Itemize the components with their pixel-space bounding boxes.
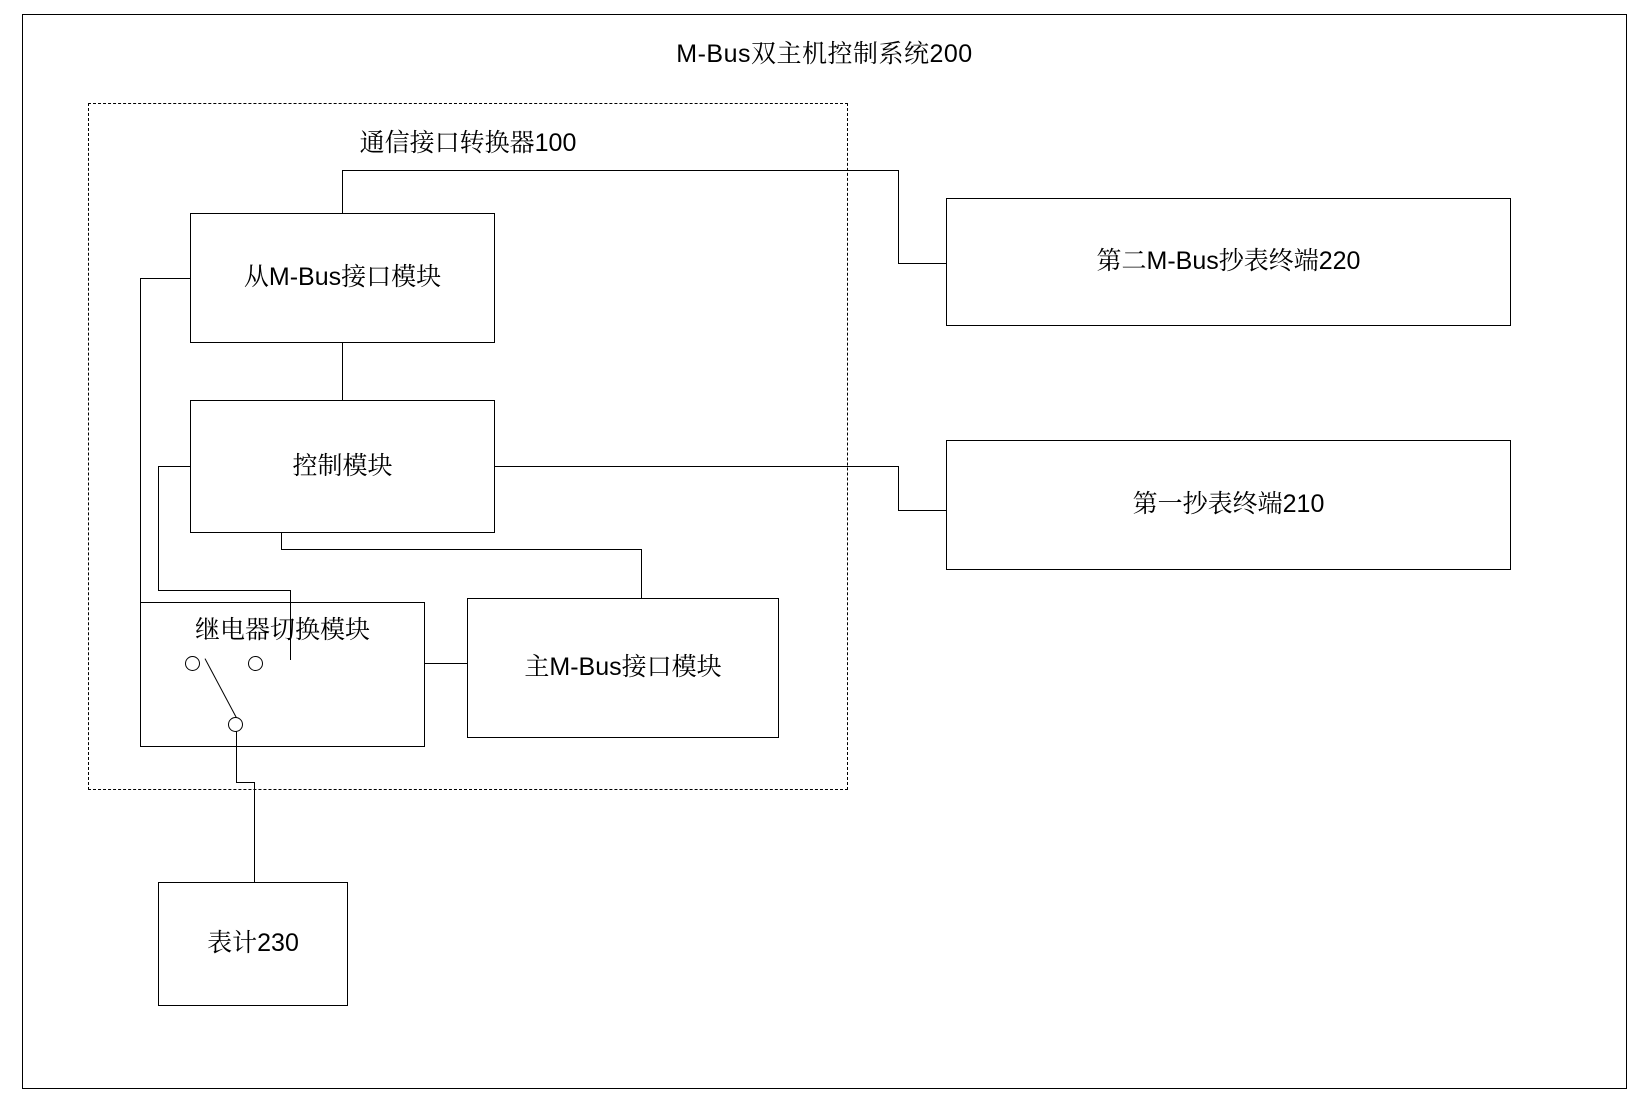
block-control-module-label: 控制模块 <box>292 451 393 480</box>
block-master-mbus-interface[interactable] <box>467 598 779 738</box>
block-slave-mbus-interface-label: 从M-Bus接口模块 <box>243 263 442 292</box>
edge-control-to-relay-seg2 <box>158 466 159 590</box>
block-meter-label: 表计230 <box>207 929 299 958</box>
edge-relay-to-meter-seg3 <box>254 782 255 882</box>
edge-slave-to-term2-seg4 <box>898 263 946 264</box>
block-meter[interactable] <box>158 882 348 1006</box>
block-master-mbus-interface-label: 主M-Bus接口模块 <box>524 653 722 682</box>
edge-relay-to-meter-seg2 <box>236 782 254 783</box>
converter-group-title: 通信接口转换器100 <box>359 129 577 157</box>
system-title: M-Bus双主机控制系统200 <box>676 40 973 68</box>
edge-control-to-master-seg3 <box>641 549 642 598</box>
block-first-terminal[interactable] <box>946 440 1511 570</box>
edge-slave-to-term2-seg1 <box>342 170 343 214</box>
block-slave-mbus-interface[interactable] <box>190 213 495 343</box>
edge-control-to-term1-seg2 <box>898 466 899 510</box>
edge-slave-to-relay-seg1 <box>140 278 191 279</box>
block-relay-switch-module[interactable] <box>140 602 425 747</box>
edge-control-to-relay-seg1 <box>158 466 191 467</box>
block-second-mbus-terminal-label: 第二M-Bus抄表终端220 <box>1096 247 1361 276</box>
edge-slave-to-term2-seg3 <box>898 170 899 263</box>
edge-relay-to-master <box>425 663 467 664</box>
edge-control-to-relay-seg3 <box>158 590 290 591</box>
edge-control-to-term1-seg3 <box>898 510 946 511</box>
block-relay-switch-module-label: 继电器切换模块 <box>194 616 370 644</box>
block-first-terminal-label: 第一抄表终端210 <box>1132 490 1325 519</box>
edge-control-to-master-seg1 <box>281 533 282 549</box>
block-second-mbus-terminal[interactable] <box>946 198 1511 326</box>
edge-control-to-term1-seg1 <box>495 466 898 467</box>
block-control-module[interactable] <box>190 400 495 533</box>
edge-control-to-master-seg2 <box>281 549 641 550</box>
edge-slave-to-term2-seg2 <box>342 170 898 171</box>
edge-slave-to-control <box>342 343 343 400</box>
